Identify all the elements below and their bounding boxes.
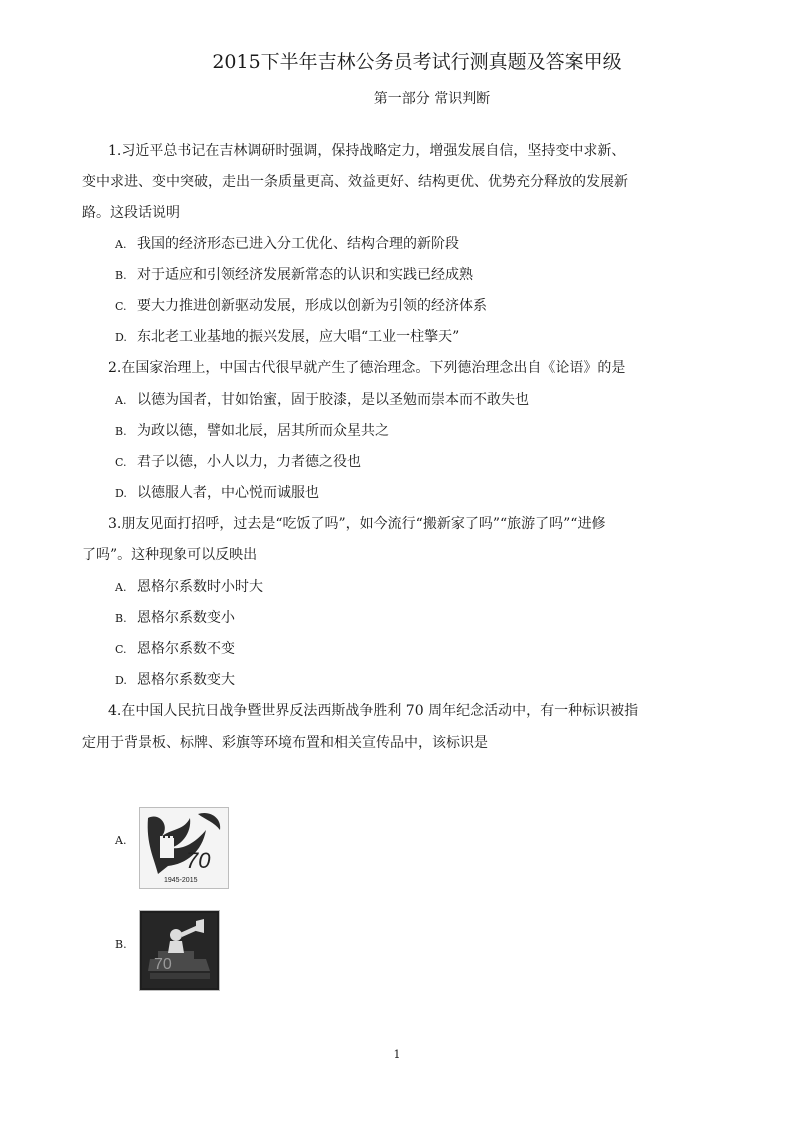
question-3-option-d: [115, 669, 235, 689]
option-text: 君子以德，小人以力，力者德之役也: [137, 454, 361, 470]
question-4-option-a-letter: A.: [115, 834, 127, 847]
logo-number: 70: [154, 956, 172, 973]
option-text: 恩格尔系数变大: [137, 672, 235, 688]
question-2-option-b: [115, 420, 389, 440]
option-text: 恩格尔系数时小时大: [137, 579, 263, 595]
option-letter: B.: [115, 612, 127, 625]
question-2-option-c: [115, 451, 361, 471]
question-3-option-c: [115, 638, 235, 658]
page-number: 1: [393, 1048, 401, 1061]
question-2-option-a: [115, 389, 529, 409]
question-4-line-1: 4.在中国人民抗日战争暨世界反法西斯战争胜利 70 周年纪念活动中，有一种标识被指: [108, 703, 639, 719]
option-letter: C.: [115, 456, 127, 469]
question-1-line-2: 变中求进、变中突破，走出一条质量更高、效益更好、结构更优、优势充分释放的发展新: [82, 174, 628, 190]
option-letter: A.: [115, 238, 127, 251]
logo-year-range: 1945-2015: [164, 877, 198, 884]
question-3-line-1: 3.朋友见面打招呼，过去是“吃饭了吗”，如今流行“搬新家了吗”“旅游了吗”“进修: [108, 516, 606, 532]
option-letter: B.: [115, 425, 127, 438]
option-letter: D.: [115, 331, 127, 344]
section-heading: 第一部分 常识判断: [373, 91, 491, 107]
question-1-option-b: [115, 264, 473, 284]
bugler-tank-logo-icon: [140, 911, 219, 990]
option-b-logo-image: [139, 910, 220, 991]
option-text: 以德为国者，甘如饴蜜，固于胶漆，是以圣勉而崇本而不敢失也: [137, 392, 529, 408]
option-text: 恩格尔系数不变: [137, 641, 235, 657]
question-1-option-c: [115, 295, 487, 315]
option-letter: C.: [115, 643, 127, 656]
option-letter: A.: [115, 581, 127, 594]
option-text: 恩格尔系数变小: [137, 610, 235, 626]
option-letter: D.: [115, 487, 127, 500]
option-text: 我国的经济形态已进入分工优化、结构合理的新阶段: [137, 236, 459, 252]
question-1-option-a: [115, 233, 459, 253]
option-text: 要大力推进创新驱动发展，形成以创新为引领的经济体系: [137, 298, 487, 314]
question-1-option-d: [115, 326, 459, 346]
question-4-option-b-letter: B.: [115, 938, 127, 951]
question-3-line-2: 了吗”。这种现象可以反映出: [82, 547, 258, 563]
question-4-line-2: 定用于背景板、标牌、彩旗等环境布置和相关宣传品中，该标识是: [82, 735, 488, 751]
logo-number: 70: [186, 848, 211, 873]
question-3-option-a: [115, 576, 263, 596]
question-2-option-d: [115, 482, 319, 502]
option-letter: A.: [115, 394, 127, 407]
question-3-option-b: [115, 607, 235, 627]
option-letter: C.: [115, 300, 127, 313]
question-1-line-1: 1.习近平总书记在吉林调研时强调，保持战略定力，增强发展自信，坚持变中求新、: [108, 143, 626, 159]
option-letter: B.: [115, 269, 127, 282]
option-letter: D.: [115, 674, 127, 687]
option-text: 以德服人者，中心悦而诚服也: [137, 485, 319, 501]
option-text: 为政以德，譬如北辰，居其所而众星共之: [137, 423, 389, 439]
victory-70-logo-icon: [140, 808, 228, 888]
question-2-line-1: 2.在国家治理上，中国古代很早就产生了德治理念。下列德治理念出自《论语》的是: [108, 360, 626, 376]
question-1-line-3: 路。这段话说明: [82, 205, 180, 221]
option-a-logo-image: [139, 807, 229, 889]
document-title: 2015下半年吉林公务员考试行测真题及答案甲级: [212, 51, 622, 73]
option-text: 东北老工业基地的振兴发展，应大唱“工业一柱擎天”: [137, 329, 460, 345]
option-text: 对于适应和引领经济发展新常态的认识和实践已经成熟: [137, 267, 473, 283]
